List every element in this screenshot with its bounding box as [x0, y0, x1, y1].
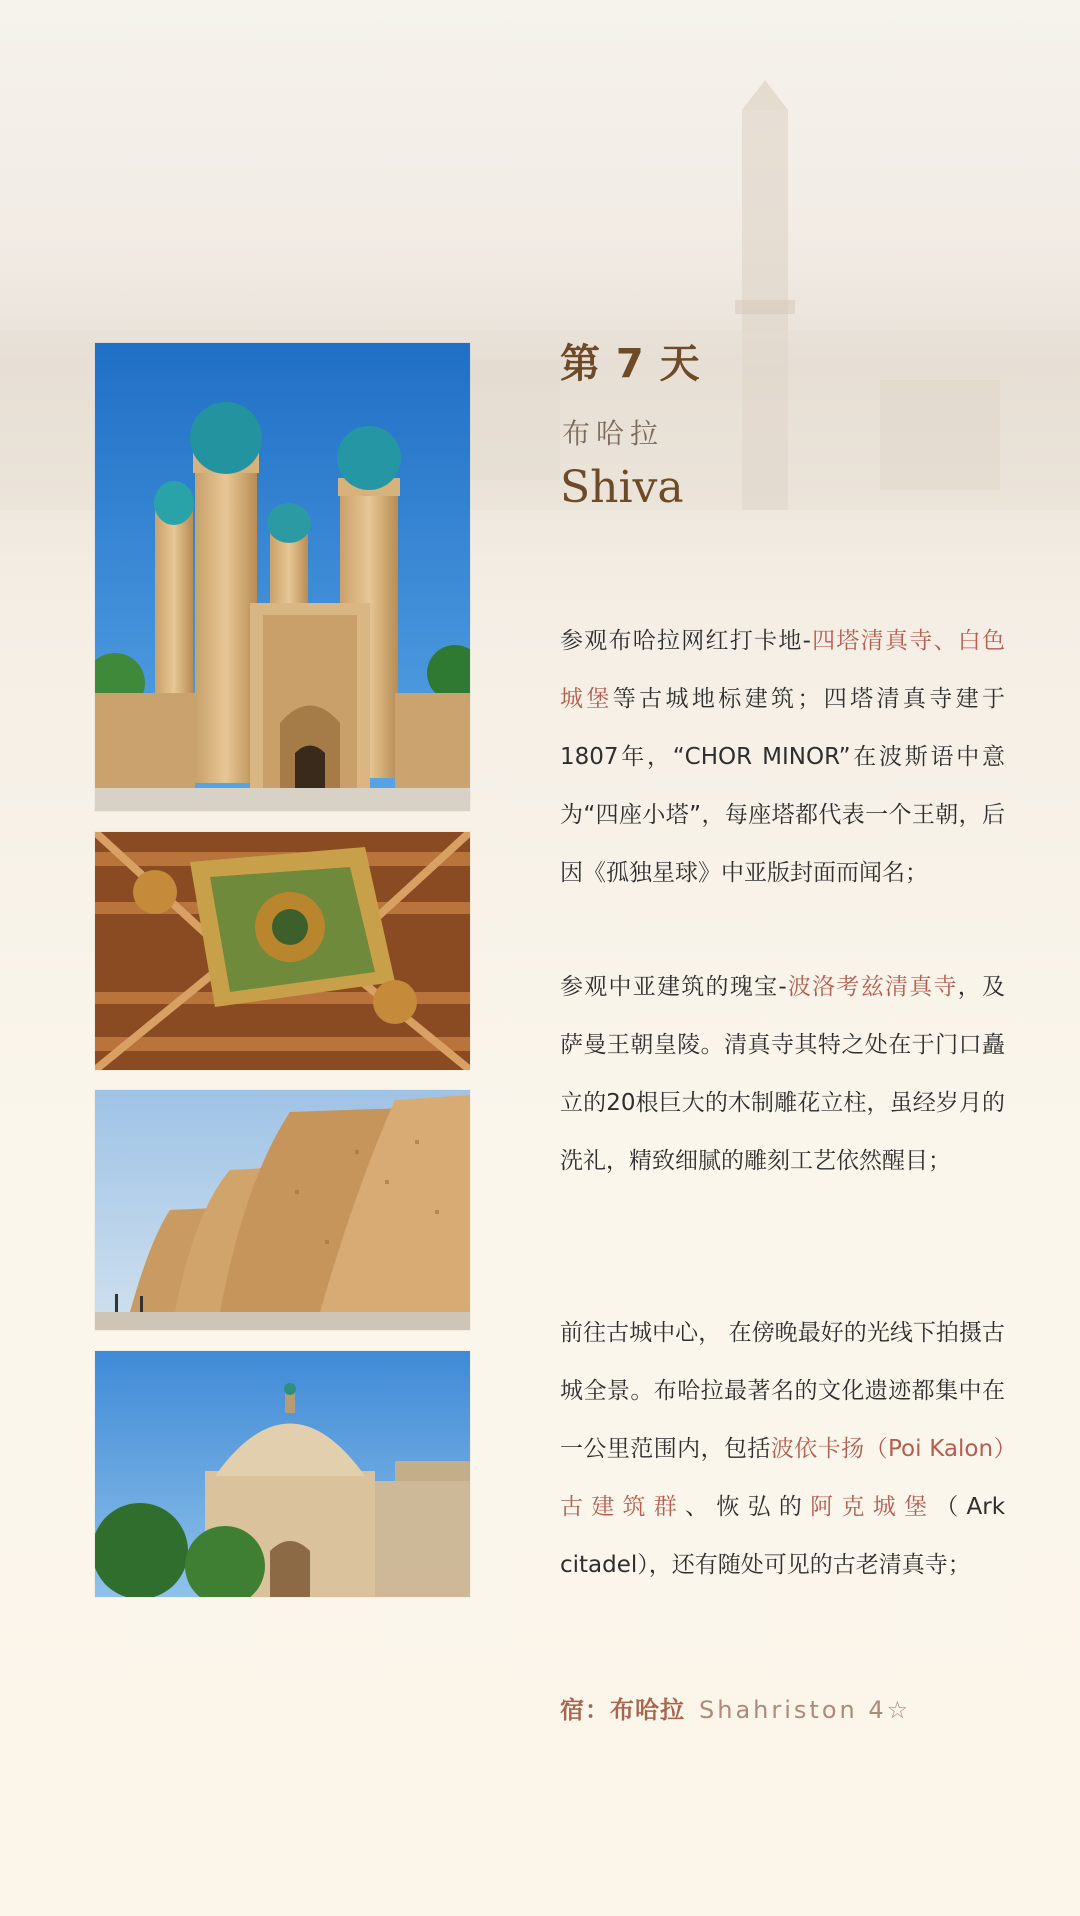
paragraph-bolo-hauz: 参观中亚建筑的瑰宝-波洛考兹清真寺，及萨曼王朝皇陵。清真寺其特之处在于门口矗立的20根巨大的木制雕花立柱，虽经岁月的洗礼，精致细腻的雕刻工艺依然醒目； [560, 974, 1006, 1174]
photo-wooden-ceiling [95, 832, 470, 1070]
paragraph-old-town: 前往古城中心， 在傍晚最好的光线下拍摄古城全景。布哈拉最著名的文化遗迹都集中在一公里范围内，包括波依卡扬（Poi Kalon）古建筑群、恢弘的阿克城堡（Ark citadel），还有随处可见的古老清真寺； [560, 1320, 1006, 1578]
accommodation-label: 宿：布哈拉 [560, 1696, 685, 1724]
highlight-ark-citadel: 阿克城堡 [810, 1494, 936, 1520]
photo-domed-mausoleum [95, 1351, 470, 1597]
hotel-name: Shahriston 4☆ [699, 1696, 912, 1724]
city-name-english: Shiva [560, 462, 684, 513]
highlight-chor-minor: 四塔清真寺、白色城堡 [560, 628, 1005, 712]
highlight-bolo-hauz: 波洛考兹清真寺 [786, 974, 958, 1000]
highlight-poi-kalon: 波依卡扬（Poi Kalon）古建筑群 [560, 1436, 1005, 1520]
accommodation-line [560, 1690, 911, 1725]
city-name-chinese: 布哈拉 [562, 417, 665, 450]
photo-ark-fortress [95, 1090, 470, 1330]
day-title: 第 7 天 [560, 341, 701, 387]
paragraph-chor-minor: 参观布哈拉网红打卡地-四塔清真寺、白色城堡等古城地标建筑；四塔清真寺建于1807年，“CHOR MINOR”在波斯语中意为“四座小塔”，每座塔都代表一个王朝，后因《孤独星球》中亚版封面而闻名； [560, 628, 1005, 886]
photo-chor-minor [95, 343, 470, 811]
